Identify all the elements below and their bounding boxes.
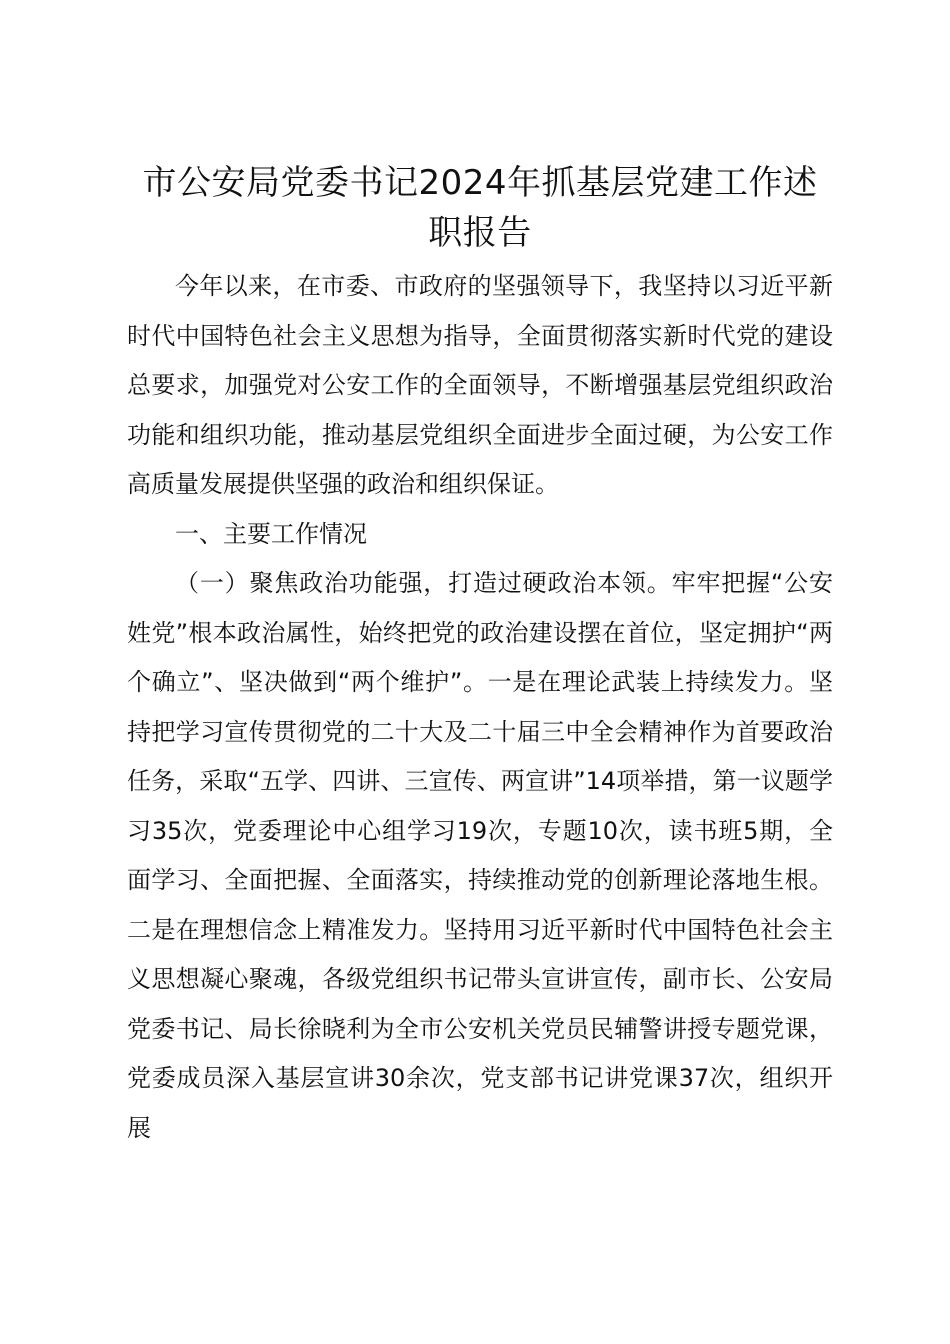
document-title: 市公安局党委书记2024年抓基层党建工作述职报告 — [142, 163, 818, 253]
intro-paragraph: 今年以来，在市委、市政府的坚强领导下，我坚持以习近平新时代中国特色社会主义思想为指导，全面贯彻落实新时代党的建设总要求，加强党对公安工作的全面领导，不断增强基层党组织政治功能和组织功能，推动基层党组织全面进步全面过硬，为公安工作高质量发展提供坚强的政治和组织保证。 — [127, 272, 833, 498]
body-paragraph: （一）聚焦政治功能强，打造过硬政治本领。牢牢把握“公安姓党”根本政治属性，始终把党的政治建设摆在首位，坚定拥护“两个确立”、坚决做到“两个维护”。一是在理论武装上持续发力。坚持把学习宣传贯彻党的二十大及二十届三中全会精神作为首要政治任务，采取“五学、四讲、三宣传、两宣讲”14项举措，第一议题学习35次，党委理论中心组学习19次，专题10次，读书班5期，全面学习、全面把握、全面落实，持续推动党的创新理论落地生根。二是在理想信念上精准发力。坚持用习近平新时代中国特色社会主义思想凝心聚魂，各级党组织书记带头宣讲宣传，副市长、公安局党委书记、局长徐晓利为全市公安机关党员民辅警讲授专题党课，党委成员深入基层宣讲30余次，党支部书记讲党课37次，组织开展 — [127, 569, 833, 1142]
section-heading: 一、主要工作情况 — [175, 519, 367, 548]
document-body — [127, 158, 833, 1153]
